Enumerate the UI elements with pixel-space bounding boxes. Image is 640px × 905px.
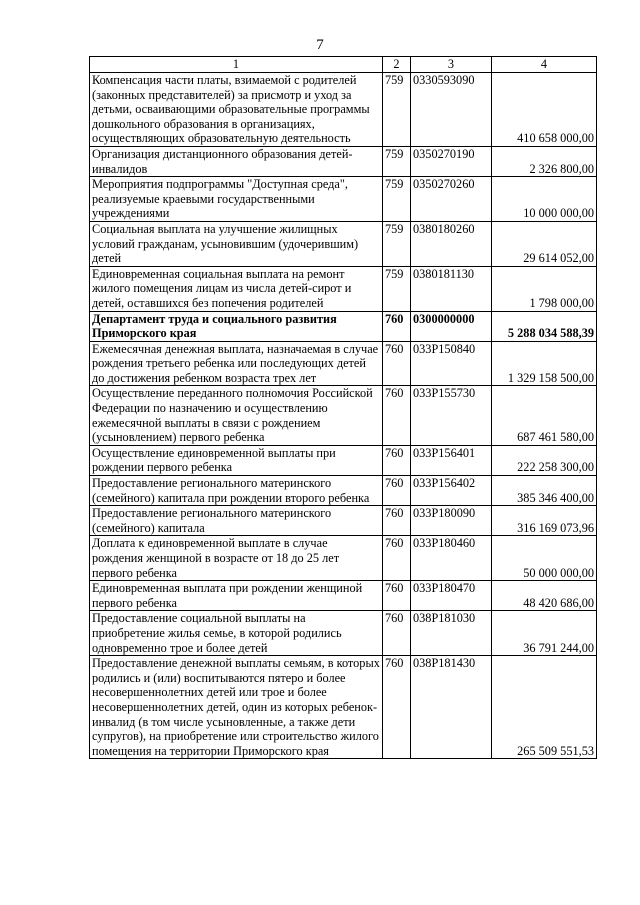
row-target-code: 0380181130 xyxy=(411,266,492,311)
table-row xyxy=(90,386,597,445)
row-target-code: 0300000000 xyxy=(411,311,492,341)
table-row xyxy=(90,177,597,222)
row-target-code: 0350270190 xyxy=(411,146,492,176)
row-target-code: 038P181030 xyxy=(411,611,492,656)
page-number: 7 xyxy=(316,37,324,53)
row-amount: 687 461 580,00 xyxy=(492,386,597,445)
row-department-code: 760 xyxy=(383,506,411,536)
row-name: Единовременная социальная выплата на ремонт жилого помещения лицам из числа детей-сирот и детей, оставшихся без попечения родителей xyxy=(90,266,383,311)
table-row xyxy=(90,656,597,759)
row-name: Предоставление регионального материнского (семейного) капитала xyxy=(90,506,383,536)
row-amount: 10 000 000,00 xyxy=(492,177,597,222)
row-target-code: 0380180260 xyxy=(411,221,492,266)
row-name: Предоставление денежной выплаты семьям, в которых родились и (или) воспитываются пятеро и более несовершеннолетних детей или трое и более несовершеннолетних детей, один из которых ребенок-инвалид (в том числе усыновленные, а также дети супругов), на приобретение или строительство жилого помещения на территории Приморского края xyxy=(90,656,383,759)
row-name: Ежемесячная денежная выплата, назначаемая в случае рождения третьего ребенка или последующих детей до достижения ребенком возраста трех лет xyxy=(90,341,383,386)
row-target-code: 0350270260 xyxy=(411,177,492,222)
row-name: Единовременная выплата при рождении женщиной первого ребенка xyxy=(90,581,383,611)
table-row xyxy=(90,611,597,656)
row-target-code: 033P180460 xyxy=(411,536,492,581)
row-target-code: 033P150840 xyxy=(411,341,492,386)
row-name: Доплата к единовременной выплате в случае рождения женщиной в возрасте от 18 до 25 лет первого ребенка xyxy=(90,536,383,581)
column-header-4: 4 xyxy=(492,57,597,73)
row-target-code: 033P156401 xyxy=(411,445,492,475)
table-row xyxy=(90,73,597,147)
row-amount: 265 509 551,53 xyxy=(492,656,597,759)
row-name: Осуществление переданного полномочия Российской Федерации по назначению и осуществлению ежемесячной выплаты в связи с рождением (усыновлением) первого ребенка xyxy=(90,386,383,445)
row-target-code: 033P156402 xyxy=(411,476,492,506)
table-row xyxy=(90,311,597,341)
row-department-code: 760 xyxy=(383,581,411,611)
column-number-row xyxy=(90,57,597,73)
row-department-code: 760 xyxy=(383,476,411,506)
table-row xyxy=(90,341,597,386)
row-amount: 50 000 000,00 xyxy=(492,536,597,581)
budget-table-body xyxy=(90,57,597,759)
row-amount: 1 798 000,00 xyxy=(492,266,597,311)
row-amount: 1 329 158 500,00 xyxy=(492,341,597,386)
row-department-code: 759 xyxy=(383,73,411,147)
row-amount: 222 258 300,00 xyxy=(492,445,597,475)
row-department-code: 760 xyxy=(383,445,411,475)
row-target-code: 033P155730 xyxy=(411,386,492,445)
row-name: Компенсация части платы, взимаемой с родителей (законных представителей) за присмотр и уход за детьми, осваивающими образовательные программы дошкольного образования в организациях, осуществляющих образовательную деятельность xyxy=(90,73,383,147)
column-header-3: 3 xyxy=(411,57,492,73)
row-department-code: 759 xyxy=(383,146,411,176)
row-department-code: 760 xyxy=(383,311,411,341)
table-row xyxy=(90,146,597,176)
row-amount: 5 288 034 588,39 xyxy=(492,311,597,341)
row-department-code: 760 xyxy=(383,611,411,656)
table-row xyxy=(90,445,597,475)
row-department-code: 760 xyxy=(383,536,411,581)
column-header-1: 1 xyxy=(90,57,383,73)
row-name: Организация дистанционного образования детей-инвалидов xyxy=(90,146,383,176)
row-amount: 48 420 686,00 xyxy=(492,581,597,611)
row-department-code: 760 xyxy=(383,341,411,386)
table-row xyxy=(90,221,597,266)
row-amount: 385 346 400,00 xyxy=(492,476,597,506)
row-amount: 29 614 052,00 xyxy=(492,221,597,266)
row-amount: 316 169 073,96 xyxy=(492,506,597,536)
row-amount: 36 791 244,00 xyxy=(492,611,597,656)
row-name: Мероприятия подпрограммы "Доступная среда", реализуемые краевыми государственными учреждениями xyxy=(90,177,383,222)
row-target-code: 0330593090 xyxy=(411,73,492,147)
budget-table xyxy=(89,56,597,759)
table-row xyxy=(90,536,597,581)
column-header-2: 2 xyxy=(383,57,411,73)
row-amount: 2 326 800,00 xyxy=(492,146,597,176)
row-name: Департамент труда и социального развития Приморского края xyxy=(90,311,383,341)
row-department-code: 759 xyxy=(383,221,411,266)
row-amount: 410 658 000,00 xyxy=(492,73,597,147)
row-name: Предоставление социальной выплаты на приобретение жилья семье, в которой родились одновременно трое и более детей xyxy=(90,611,383,656)
row-department-code: 759 xyxy=(383,266,411,311)
row-name: Осуществление единовременной выплаты при рождении первого ребенка xyxy=(90,445,383,475)
table-row xyxy=(90,266,597,311)
row-department-code: 760 xyxy=(383,386,411,445)
table-row xyxy=(90,506,597,536)
row-target-code: 033P180470 xyxy=(411,581,492,611)
row-name: Предоставление регионального материнского (семейного) капитала при рождении второго ребенка xyxy=(90,476,383,506)
table-row xyxy=(90,581,597,611)
table-row xyxy=(90,476,597,506)
row-target-code: 033P180090 xyxy=(411,506,492,536)
row-department-code: 760 xyxy=(383,656,411,759)
row-department-code: 759 xyxy=(383,177,411,222)
row-name: Социальная выплата на улучшение жилищных условий гражданам, усыновившим (удочерившим) детей xyxy=(90,221,383,266)
row-target-code: 038P181430 xyxy=(411,656,492,759)
